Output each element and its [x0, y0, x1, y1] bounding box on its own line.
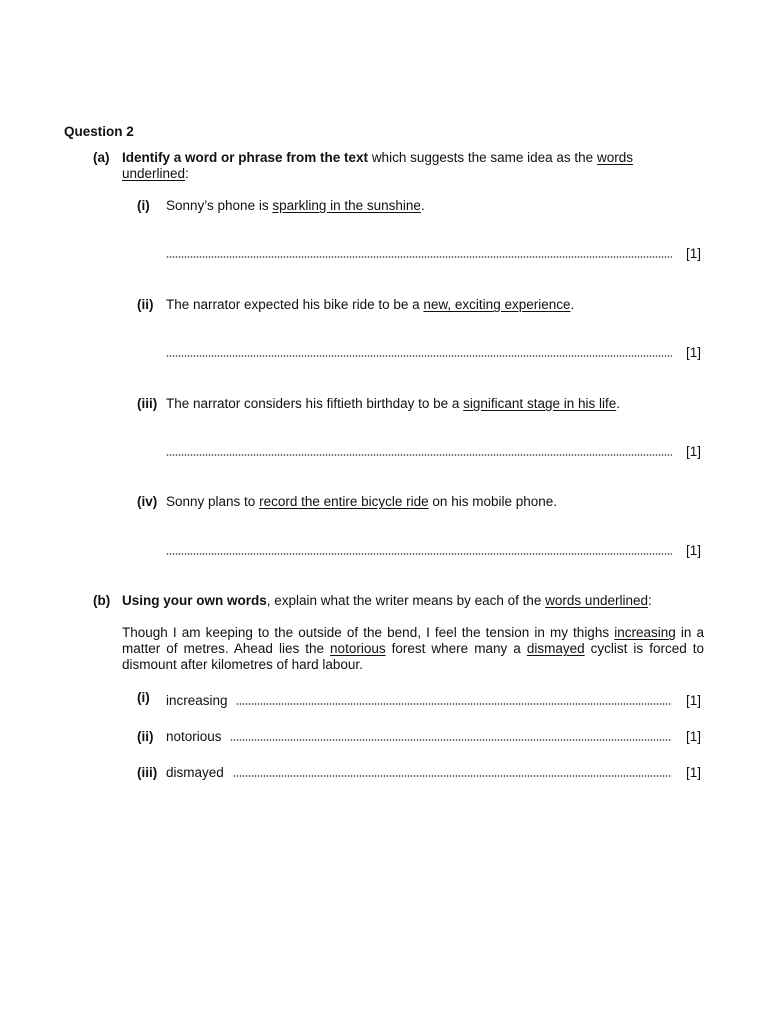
mark-label: [1] [686, 543, 702, 558]
part-a-instruction-line2: underlined: [122, 166, 189, 181]
b-item-label: (i) [137, 690, 150, 705]
mark-label: [1] [686, 693, 702, 708]
extract-passage: Though I am keeping to the outside of the bend, I feel the tension in my thighs increasing in a matter of metres. Ahead lies the notorious forest where many a dismayed cyclist is forced to dismount after kilometres of hard labour. [122, 625, 704, 672]
a-item-text: Sonny plans to record the entire bicycle ride on his mobile phone. [166, 494, 558, 509]
part-a-instruction: Identify a word or phrase from the text which suggests the same idea as the words [122, 150, 633, 165]
answer-line[interactable] [166, 553, 672, 555]
b-item-label: (ii) [137, 729, 154, 744]
b-item-word: notorious [166, 729, 222, 744]
answer-line[interactable] [166, 355, 672, 357]
a-item-text: The narrator expected his bike ride to be a new, exciting experience. [166, 297, 575, 312]
answer-line[interactable] [236, 703, 672, 705]
a-item-label: (iii) [137, 396, 158, 411]
mark-label: [1] [686, 444, 702, 459]
part-a-label: (a) [93, 150, 110, 165]
a-item-text: Sonny’s phone is sparkling in the sunshine. [166, 198, 425, 213]
a-item-text: The narrator considers his fiftieth birthday to be a significant stage in his life. [166, 396, 621, 411]
b-item-word: dismayed [166, 765, 224, 780]
answer-line[interactable] [166, 256, 672, 258]
a-item-label: (iv) [137, 494, 158, 509]
b-item-label: (iii) [137, 765, 158, 780]
answer-line[interactable] [230, 739, 672, 741]
answer-line[interactable] [233, 775, 672, 777]
answer-line[interactable] [166, 454, 672, 456]
part-b-instruction: Using your own words, explain what the writer means by each of the words underlined: [122, 593, 652, 608]
mark-label: [1] [686, 345, 702, 360]
b-item-word: increasing [166, 693, 228, 708]
a-item-label: (ii) [137, 297, 154, 312]
mark-label: [1] [686, 765, 702, 780]
mark-label: [1] [686, 729, 702, 744]
part-b-label: (b) [93, 593, 111, 608]
question-title: Question 2 [64, 124, 134, 139]
mark-label: [1] [686, 246, 702, 261]
a-item-label: (i) [137, 198, 150, 213]
